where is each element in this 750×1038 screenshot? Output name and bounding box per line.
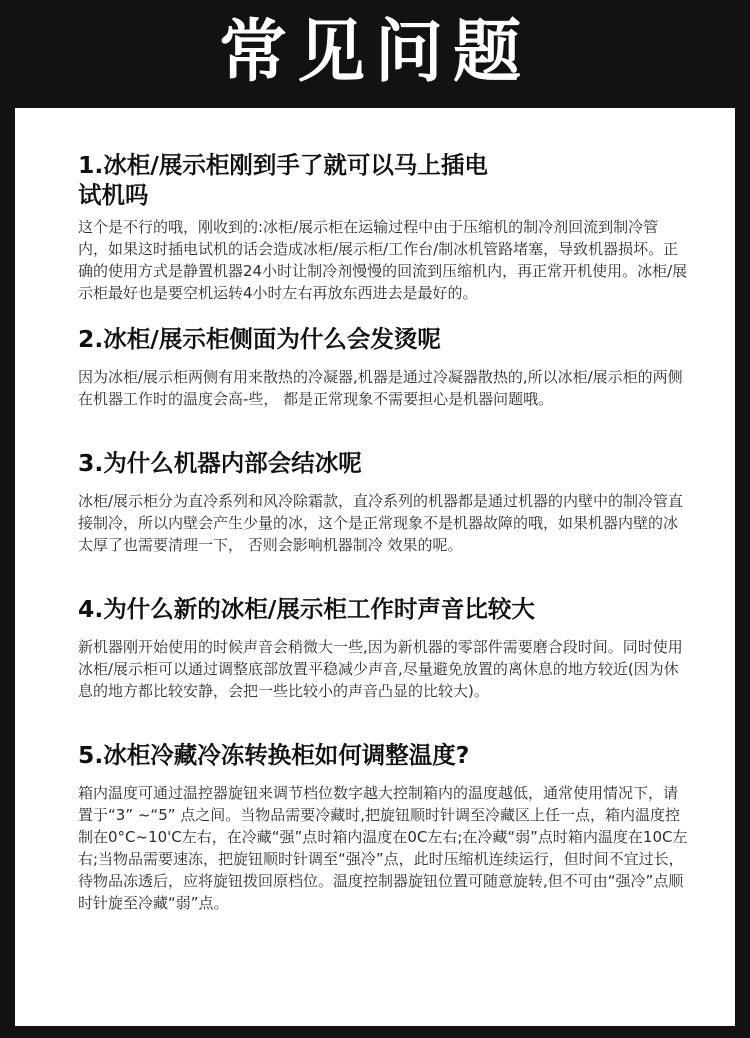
faq-question-4: 4.为什么新的冰柜/展示柜工作时声音比较大 [78,595,535,623]
page-header [0,0,750,106]
faq-answer-3: 冰柜/展示柜分为直冷系列和风冷除霜款，直冷系列的机器都是通过机器的内壁中的制冷管直接制冷，所以内壁会产生少量的冰，这个是正常现象不是机器故障的哦，如果机器内壁的冰太厚了也需要清理一下， 否则会影响机器制冷 效果的呢。 [78,492,684,554]
faq-item-4 [78,594,715,702]
faq-question-2: 2.冰柜/展示柜侧面为什么会发烫呢 [78,325,441,353]
faq-answer-2: 因为冰柜/展示柜两侧有用来散热的冷凝器,机器是通过冷凝器散热的,所以冰柜/展示柜的两侧在机器工作时的温度会高-些， 都是正常现象不需要担心是机器问题哦。 [78,368,683,408]
faq-item-1 [78,150,715,304]
faq-item-3 [78,448,715,556]
faq-question-1: 1.冰柜/展示柜刚到手了就可以马上插电试机吗 [78,151,488,209]
faq-panel [15,108,735,1026]
faq-answer-4: 新机器刚开始使用的时候声音会稍微大一些,因为新机器的零部件需要磨合段时间。同时使用冰柜/展示柜可以通过调整底部放置平稳减少声音,尽量避免放置的离休息的地方较近(因为休息的地方都比较安静，会把一些比较小的声音凸显的比较大)。 [78,638,683,700]
faq-item-2 [78,324,715,410]
faq-answer-5: 箱内温度可通过温控器旋钮来调节档位数字越大控制箱内的温度越低，通常使用情况下，请置于“3” ~“5” 点之间。当物品需要冷藏时,把旋钮顺时针调至冷藏区上任一点，箱内温度控制在0°C~10'C左右，在冷藏“强”点时箱内温度在0C左右;在冷藏“弱”点时箱内温度在10C左右;当物品需要速冻，把旋钮顺时针调至“强冷”点，此时压缩机连续运行，但时间不宜过长，待物品冻透后，应将旋钮拨回原档位。温度控制器旋钮位置可随意旋转,但不可由“强冷”点顺时针旋至冷藏“弱”点。 [78,784,688,912]
page-title: 常见问题 [218,13,531,92]
faq-question-5: 5.冰柜冷藏冷冻转换柜如何调整温度? [78,741,470,769]
faq-question-3: 3.为什么机器内部会结冰呢 [78,449,362,477]
faq-answer-1: 这个是不行的哦，刚收到的:冰柜/展示柜在运输过程中由于压缩机的制冷剂回流到制冷管内，如果这时插电试机的话会造成冰柜/展示柜/工作台/制冰机管路堵塞，导致机器损坏。正确的使用方式是静置机器24小时让制冷剂慢慢的回流到压缩机内，再正常开机使用。冰柜/展示柜最好也是要空机运转4小时左右再放东西进去是最好的。 [78,218,688,302]
faq-item-5 [78,740,715,914]
